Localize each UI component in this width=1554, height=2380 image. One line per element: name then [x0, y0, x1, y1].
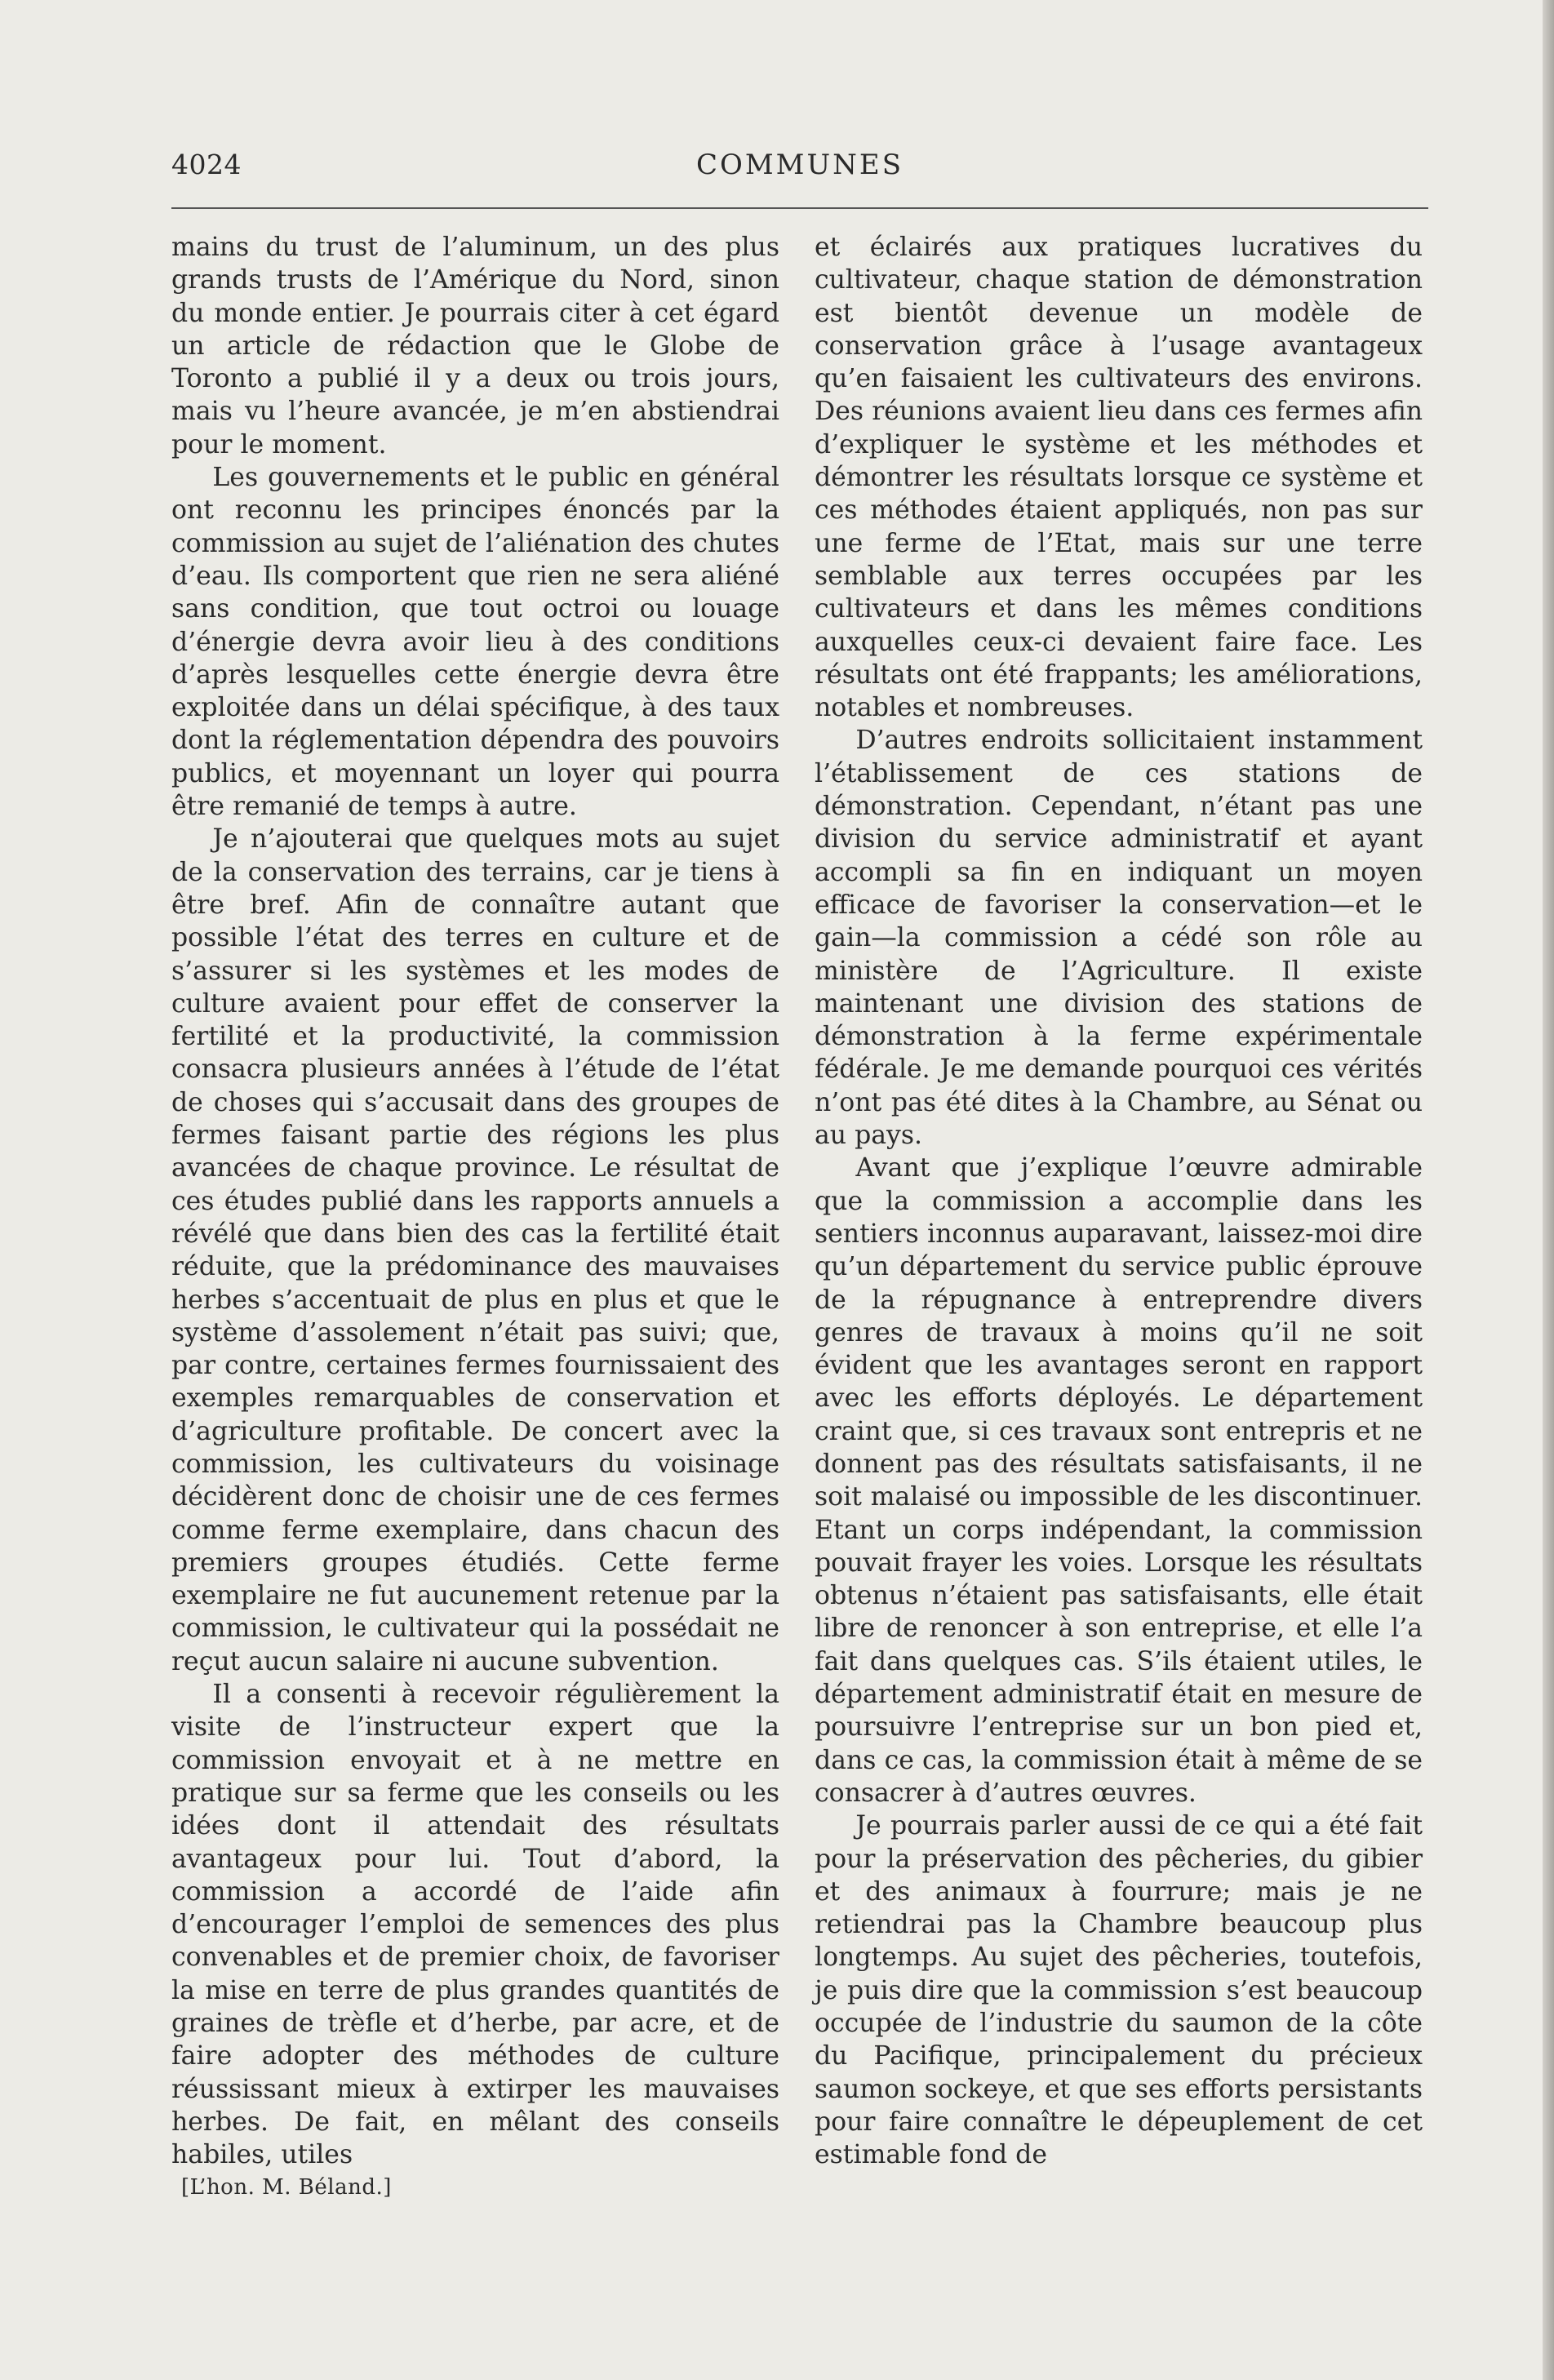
page-header [171, 149, 1428, 198]
right-paragraph-3: Avant que j’explique l’œuvre admirable que la commission a accomplie dans les sentiers inconnus auparavant, laissez-moi dire qu’un département du service public éprouve de la répugnance à entreprendre divers genres de travaux à moins qu’il ne soit évident que les avantages seront en rapport avec les efforts déployés. Le département craint que, si ces travaux sont entrepris et ne donnent pas des résultats satisfaisants, il ne soit malaisé ou impossible de les discontinuer. Etant un corps indépendant, la commission pouvait frayer les voies. Lorsque les résultats obtenus n’étaient pas satisfaisants, elle était libre de renoncer à son entreprise, et elle l’a fait dans quelques cas. S’ils étaient utiles, le département administratif était en mesure de poursuivre l’entreprise sur un bon pied et, dans ce cas, la commission était à même de se consacrer à d’autres œuvres. [815, 1153, 1423, 1808]
left-paragraph-1: mains du trust de l’aluminum, un des plus grands trusts de l’Amérique du Nord, sinon du monde entier. Je pourrais citer à cet égard un article de rédaction que le Globe de Toronto a publié il y a deux ou trois jours, mais vu l’heure avancée, je m’en abstiendrai pour le moment. [171, 233, 779, 460]
left-paragraph-2: Les gouvernements et le public en général ont reconnu les principes énoncés par la commission au sujet de l’aliénation des chutes d’eau. Ils comportent que rien ne sera aliéné sans condition, que tout octroi ou louage d’énergie devra avoir lieu à des conditions d’après lesquelles cette énergie devra être exploitée dans un délai spécifique, à des taux dont la réglementation dépendra des pouvoirs publics, et moyennant un loyer qui pourra être remanié de temps à autre. [171, 463, 779, 822]
speaker-attribution: [L’hon. M. Béland.] [181, 2175, 392, 2200]
page-number: 4024 [171, 149, 242, 180]
right-column [815, 231, 1423, 2172]
page-edge-shadow [1543, 0, 1554, 2380]
right-paragraph-2: D’autres endroits sollicitaient instamment l’établissement de ces stations de démonstration. Cependant, n’étant pas une division du service administratif et ayant accompli sa fin en indiquant un moyen efficace de favoriser la conservation—et le gain—la commission a cédé son rôle au ministère de l’Agriculture. Il existe maintenant une division des stations de démonstration à la ferme expérimentale fédérale. Je me demande pourquoi ces vérités n’ont pas été dites à la Chambre, au Sénat ou au pays. [815, 726, 1423, 1151]
left-paragraph-4: Il a consenti à recevoir régulièrement la visite de l’instructeur expert que la commission envoyait et à ne mettre en pratique sur sa ferme que les conseils ou les idées dont il attendait des résultats avantageux pour lui. Tout d’abord, la commission a accordé de l’aide afin d’encourager l’emploi de semences des plus convenables et de premier choix, de favoriser la mise en terre de plus grandes quantités de graines de trèfle et d’herbe, par acre, et de faire adopter des méthodes de culture réussissant mieux à extirper les mauvaises herbes. De fait, en mêlant des conseils habiles, utiles [171, 1680, 779, 2170]
right-paragraph-4: Je pourrais parler aussi de ce qui a été fait pour la préservation des pêcheries, du gibier et des animaux à fourrure; mais je ne retiendrai pas la Chambre beaucoup plus longtemps. Au sujet des pêcheries, toutefois, je puis dire que la commission s’est beaucoup occupée de l’industrie du saumon de la côte du Pacifique, principalement du précieux saumon sockeye, et que ses efforts persistants pour faire connaître le dépeuplement de cet estimable fond de [815, 1811, 1423, 2170]
left-paragraph-3: Je n’ajouterai que quelques mots au sujet de la conservation des terrains, car je tiens à être bref. Afin de connaître autant que possible l’état des terres en culture et de s’assurer si les systèmes et les modes de culture avaient pour effet de conserver la fertilité et la productivité, la commission consacra plusieurs années à l’étude de l’état de choses qui s’accusait dans des groupes de fermes faisant partie des régions les plus avancées de chaque province. Le résultat de ces études publié dans les rapports annuels a révélé que dans bien des cas la fertilité était réduite, que la prédominance des mauvaises herbes s’accentuait de plus en plus et que le système d’assolement n’était pas suivi; que, par contre, certaines fermes fournissaient des exemples remarquables de conservation et d’agriculture profitable. De concert avec la commission, les cultivateurs du voisinage décidèrent donc de choisir une de ces fermes comme ferme exemplaire, dans chacun des premiers groupes étudiés. Cette ferme exemplaire ne fut aucunement retenue par la commission, le cultivateur qui la possédait ne reçut aucun salaire ni aucune subvention. [171, 824, 779, 1676]
running-title: COMMUNES [695, 149, 904, 181]
left-column [171, 231, 779, 2172]
header-rule [171, 207, 1428, 209]
right-paragraph-1: et éclairés aux pratiques lucratives du cultivateur, chaque station de démonstration est bientôt devenue un modèle de conservation grâce à l’usage avantageux qu’en faisaient les cultivateurs des environs. Des réunions avaient lieu dans ces fermes afin d’expliquer le système et les méthodes et démontrer les résultats lorsque ce système et ces méthodes étaient appliqués, non pas sur une ferme de l’Etat, mais sur une terre semblable aux terres occupées par les cultivateurs et dans les mêmes conditions auxquelles ceux-ci devaient faire face. Les résultats ont été frappants; les améliorations, notables et nombreuses. [815, 233, 1423, 723]
